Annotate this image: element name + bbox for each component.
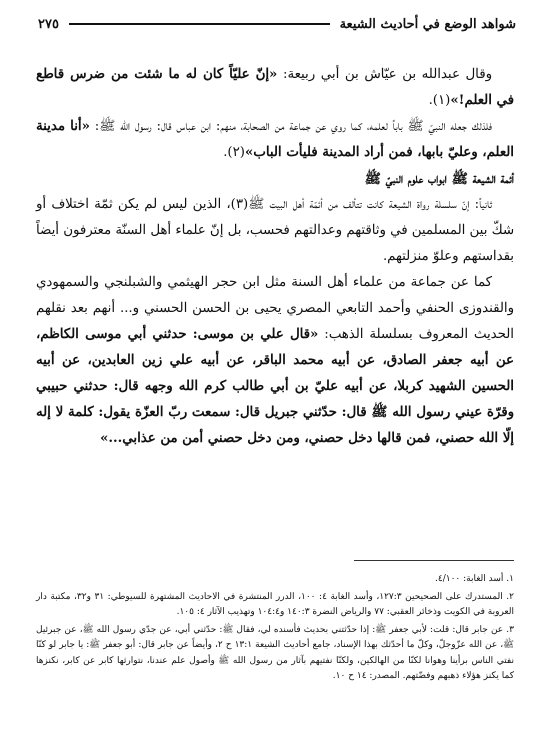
- page-number: ٢٧٥: [38, 16, 59, 32]
- footnote-2: ٢. المستدرك على الصحيحين ١٢٧:٣، وأسد الغابة ٤: ١٠٠، الدرر المنتشرة في الاحاديث المشتهرة للسيوطي: ٣١ و٣٢، مكتبة دار العروبة في الكويت وذخائر العقبي: ٧٧ والرياض النضرة ١٤٠:٣ و١٠٤:٤ وتهذيب الآثار ٤: ١٠٥.: [36, 591, 514, 617]
- section-heading: أئمة الشيعة ﷺ ابواب علوم النبيّ ﷺ: [364, 171, 514, 187]
- footnote-divider: [354, 560, 514, 561]
- paragraph-2-text: فلذلك جعله النبيّ ﷺ باباً لعلمه، كما روي عن جماعة من الصحابة، منهم: ابن عباس قال: رسول الله ﷺ:: [89, 119, 492, 134]
- page-header: [38, 12, 516, 36]
- paragraph-1-text: وقال عبدالله بن عيّاش بن أبي ربيعة:: [277, 67, 493, 82]
- quote-ibn-ayyash: «إنّ عليّاً كان له ما شئت من ضرس قاطع في العلم!»: [36, 67, 514, 108]
- footnotes: [36, 572, 514, 687]
- paragraph-3: ثانياً: إنّ سلسلة رواة الشيعة كانت تتألف من أئمّة أهل البيت ﷺ(٣)، الذين ليس لم يكن ثمّة اختلاف أو شكّ بين المسلمين في وثاقتهم وعدالتهم فحسب، بل إنّ علماء أهل السنّة معترفون أيضاً بقداستهم وعلوّ منزلتهم.: [36, 197, 514, 264]
- hadith-chain-of-gold: «قال علي بن موسى: حدثني أبي موسى الكاظم، عن أبيه جعفر الصادق، عن أبيه محمد الباقر، عن أبيه علي زين العابدين، عن أبيه الحسين الشهيد كربلا، عن أبيه عليّ بن أبي طالب كرم الله وجهه قال: حدثني حبيبي وقرّة عيني رسول الله ﷺ قال: حدّثني جبريل قال: سمعت ربّ العزّة يقول: كلمة لا إله إلّا الله حصني، فمن قالها دخل حصني، ومن دخل حصني أمن من عذابي...»: [36, 327, 514, 446]
- paragraph-2: [36, 114, 514, 166]
- paragraph-1-end: .: [428, 93, 433, 108]
- paragraph-4-text: كما عن جماعة من علماء أهل السنة مثل ابن حجر الهيثمي والشبلنجي والسمهودي والقندوزى الحنفي وأحمد التابعي المصري يحيى بن الحسن الحسني و... أنهم بعد نقلهم الحديث المعروف بسلسلة الذهب:: [36, 275, 514, 342]
- footnote-1: ١. أسد الغابة: ٤/١٠٠.: [435, 574, 514, 584]
- footnote-ref-1[interactable]: (١): [432, 93, 451, 108]
- footnote-3: ٣. عن جابر قال: قلت: لأبي جعفر ﷺ: إذا حدّثتني بحديث فأسنده لي، فقال ﷺ: حدّثني أبي، عن جدّي رسول الله ﷺ، عن جبرئيل ﷺ، عن الله عزّوجلّ، وكلّ ما أحدّثك بهذا الإسناد، جامع أحاديث الشيعة ١٣:١ ح ٢، وأيضاً عن جابر قال: أبو جعفر ﷺ: يا جابر لو كنّا نفتي الناس برأينا وهوانا لكنّا من الهالكين، ولكنّا نفتيهم بآثار من رسول الله ﷺ وأصول علم عندنا، نتوارثها كابر عن كابر، نكنزها كما يكنز هؤلاء ذهبهم وفضّتهم. المصدر: ١٤ ح ١٠.: [36, 624, 514, 681]
- header-rule: [69, 23, 330, 25]
- running-title: شواهد الوضع في أحاديث الشيعة: [339, 16, 516, 32]
- paragraph-4: [36, 270, 514, 452]
- paragraph-1: [36, 62, 514, 114]
- hadith-city-of-knowledge: «أنا مدينة العلم، وعليّ بابها، فمن أراد المدينة فليأت الباب»: [36, 119, 514, 160]
- paragraph-2-end: .: [223, 145, 228, 160]
- footnote-ref-2[interactable]: (٢): [227, 145, 245, 160]
- main-text: [36, 62, 514, 452]
